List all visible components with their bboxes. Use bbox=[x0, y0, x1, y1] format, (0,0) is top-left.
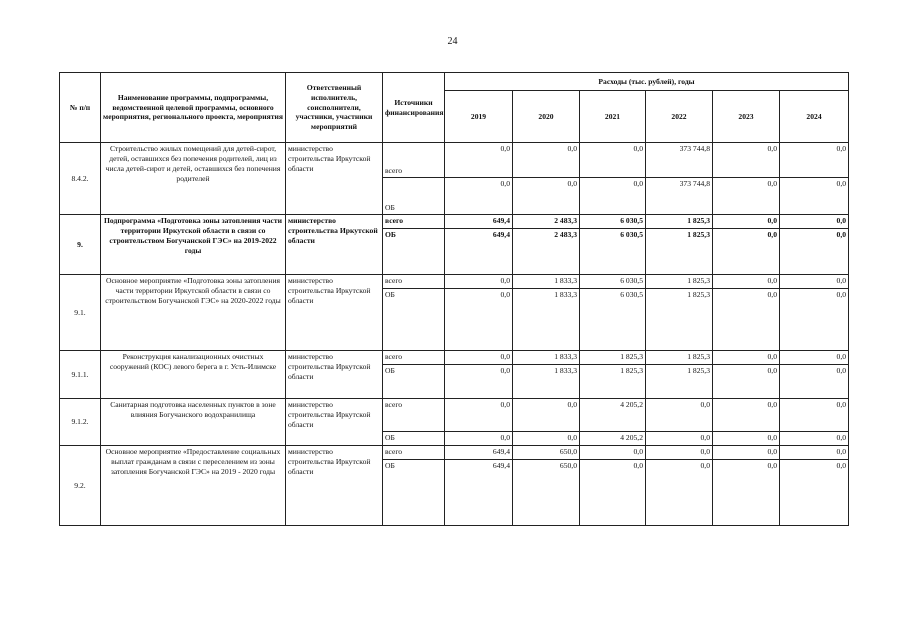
row-responsible: министерство строительства Иркутской области bbox=[286, 399, 383, 446]
row-value: 0,0 bbox=[713, 351, 780, 365]
row-num: 9.1.1. bbox=[60, 351, 101, 399]
row-source: всего bbox=[383, 143, 445, 178]
row-source: ОБ bbox=[383, 289, 445, 351]
row-value: 6 030,5 bbox=[580, 229, 646, 275]
row-name: Санитарная подготовка населенных пунктов в зоне влияния Богучанского водохранилища bbox=[101, 399, 286, 446]
row-responsible: министерство строительства Иркутской области bbox=[286, 275, 383, 351]
row-value: 0,0 bbox=[445, 143, 513, 178]
row-value: 0,0 bbox=[513, 178, 580, 215]
row-value: 373 744,8 bbox=[646, 178, 713, 215]
row-value: 6 030,5 bbox=[580, 275, 646, 289]
row-name: Подпрограмма «Подготовка зоны затопления части территории Иркутской области в связи со строительством Богучанской ГЭС» на 2019-2022 годы bbox=[101, 215, 286, 275]
header-year: 2022 bbox=[646, 91, 713, 143]
row-value: 1 833,3 bbox=[513, 275, 580, 289]
row-value: 0,0 bbox=[580, 143, 646, 178]
row-value: 650,0 bbox=[513, 460, 580, 526]
row-name: Строительство жилых помещений для детей-сирот, детей, оставшихся без попечения родителей, лиц из числа детей-сирот и детей, оставшихся без попечения родителей bbox=[101, 143, 286, 215]
row-value: 0,0 bbox=[780, 275, 849, 289]
header-year: 2024 bbox=[780, 91, 849, 143]
row-value: 1 825,3 bbox=[580, 365, 646, 399]
row-value: 0,0 bbox=[780, 215, 849, 229]
header-year: 2023 bbox=[713, 91, 780, 143]
row-value: 0,0 bbox=[780, 289, 849, 351]
row-value: 6 030,5 bbox=[580, 215, 646, 229]
table-row bbox=[60, 399, 849, 432]
table-row bbox=[60, 351, 849, 365]
row-source: всего bbox=[383, 275, 445, 289]
row-name: Реконструкция канализационных очистных сооружений (КОС) левого берега в г. Усть-Илимске bbox=[101, 351, 286, 399]
table-row bbox=[60, 446, 849, 460]
row-name: Основное мероприятие «Подготовка зоны затопления части территории Иркутской области в связи со строительством Богучанской ГЭС» на 2020-2022 годы bbox=[101, 275, 286, 351]
row-value: 0,0 bbox=[513, 432, 580, 446]
row-source: всего bbox=[383, 399, 445, 432]
row-value: 1 825,3 bbox=[646, 365, 713, 399]
row-source: всего bbox=[383, 446, 445, 460]
row-value: 0,0 bbox=[445, 289, 513, 351]
table-row bbox=[60, 275, 849, 289]
row-value: 373 744,8 bbox=[646, 143, 713, 178]
row-source: ОБ bbox=[383, 432, 445, 446]
row-value: 0,0 bbox=[713, 432, 780, 446]
row-value: 6 030,5 bbox=[580, 289, 646, 351]
row-value: 0,0 bbox=[713, 446, 780, 460]
row-value: 0,0 bbox=[780, 351, 849, 365]
row-value: 0,0 bbox=[713, 275, 780, 289]
row-value: 0,0 bbox=[646, 446, 713, 460]
header-name: Наименование программы, подпрограммы, ведомственной целевой программы, основного мероприятия, регионального проекта, мероприятия bbox=[101, 73, 286, 143]
row-value: 0,0 bbox=[646, 399, 713, 432]
row-value: 0,0 bbox=[780, 178, 849, 215]
row-value: 0,0 bbox=[580, 178, 646, 215]
table-row bbox=[60, 215, 849, 229]
row-responsible: министерство строительства Иркутской области bbox=[286, 351, 383, 399]
row-value: 650,0 bbox=[513, 446, 580, 460]
row-value: 0,0 bbox=[445, 399, 513, 432]
row-source: всего bbox=[383, 351, 445, 365]
row-value: 0,0 bbox=[513, 399, 580, 432]
header-responsible: Ответственный исполнитель, соисполнители, участники, участники мероприятий bbox=[286, 73, 383, 143]
row-value: 1 825,3 bbox=[646, 215, 713, 229]
row-value: 0,0 bbox=[445, 178, 513, 215]
row-name: Основное мероприятие «Предоставление социальных выплат гражданам в связи с переселением из зоны затопления Богучанской ГЭС» на 2019 - 2020 годы bbox=[101, 446, 286, 526]
row-value: 1 833,3 bbox=[513, 289, 580, 351]
row-value: 0,0 bbox=[713, 460, 780, 526]
row-value: 649,4 bbox=[445, 229, 513, 275]
row-value: 0,0 bbox=[713, 365, 780, 399]
table-row bbox=[60, 143, 849, 178]
budget-table bbox=[59, 72, 849, 526]
row-value: 0,0 bbox=[780, 432, 849, 446]
row-value: 0,0 bbox=[580, 446, 646, 460]
row-value: 0,0 bbox=[780, 365, 849, 399]
row-value: 0,0 bbox=[713, 229, 780, 275]
row-value: 0,0 bbox=[445, 365, 513, 399]
row-source: ОБ bbox=[383, 460, 445, 526]
row-source: ОБ bbox=[383, 365, 445, 399]
row-value: 0,0 bbox=[713, 178, 780, 215]
row-num: 9.2. bbox=[60, 446, 101, 526]
row-value: 649,4 bbox=[445, 460, 513, 526]
row-value: 0,0 bbox=[780, 460, 849, 526]
row-responsible: министерство строительства Иркутской области bbox=[286, 215, 383, 275]
row-value: 0,0 bbox=[445, 275, 513, 289]
row-source: всего bbox=[383, 215, 445, 229]
row-num: 9.1.2. bbox=[60, 399, 101, 446]
header-year: 2019 bbox=[445, 91, 513, 143]
row-source: ОБ bbox=[383, 229, 445, 275]
row-value: 2 483,3 bbox=[513, 229, 580, 275]
row-value: 4 205,2 bbox=[580, 399, 646, 432]
row-value: 0,0 bbox=[646, 432, 713, 446]
row-value: 0,0 bbox=[713, 399, 780, 432]
row-value: 1 825,3 bbox=[646, 289, 713, 351]
row-value: 2 483,3 bbox=[513, 215, 580, 229]
row-value: 1 825,3 bbox=[580, 351, 646, 365]
header-year: 2021 bbox=[580, 91, 646, 143]
row-responsible: министерство строительства Иркутской области bbox=[286, 446, 383, 526]
row-value: 0,0 bbox=[513, 143, 580, 178]
row-value: 0,0 bbox=[646, 460, 713, 526]
row-value: 0,0 bbox=[445, 351, 513, 365]
row-value: 649,4 bbox=[445, 446, 513, 460]
page-number: 24 bbox=[447, 36, 458, 47]
row-value: 1 825,3 bbox=[646, 275, 713, 289]
row-value: 0,0 bbox=[780, 229, 849, 275]
row-num: 8.4.2. bbox=[60, 143, 101, 215]
row-value: 4 205,2 bbox=[580, 432, 646, 446]
row-value: 0,0 bbox=[713, 143, 780, 178]
header-num: № п/п bbox=[60, 73, 101, 143]
row-value: 0,0 bbox=[780, 446, 849, 460]
row-value: 0,0 bbox=[445, 432, 513, 446]
row-value: 1 833,3 bbox=[513, 351, 580, 365]
row-value: 1 833,3 bbox=[513, 365, 580, 399]
row-num: 9. bbox=[60, 215, 101, 275]
row-value: 1 825,3 bbox=[646, 229, 713, 275]
header-source: Источники финансирования bbox=[383, 73, 445, 143]
row-value: 0,0 bbox=[580, 460, 646, 526]
row-responsible: министерство строительства Иркутской области bbox=[286, 143, 383, 215]
header-year: 2020 bbox=[513, 91, 580, 143]
row-value: 649,4 bbox=[445, 215, 513, 229]
row-source: ОБ bbox=[383, 178, 445, 215]
row-value: 0,0 bbox=[713, 289, 780, 351]
row-value: 0,0 bbox=[780, 399, 849, 432]
row-value: 1 825,3 bbox=[646, 351, 713, 365]
header-expenses: Расходы (тыс. рублей), годы bbox=[445, 73, 849, 91]
row-value: 0,0 bbox=[780, 143, 849, 178]
row-num: 9.1. bbox=[60, 275, 101, 351]
row-value: 0,0 bbox=[713, 215, 780, 229]
